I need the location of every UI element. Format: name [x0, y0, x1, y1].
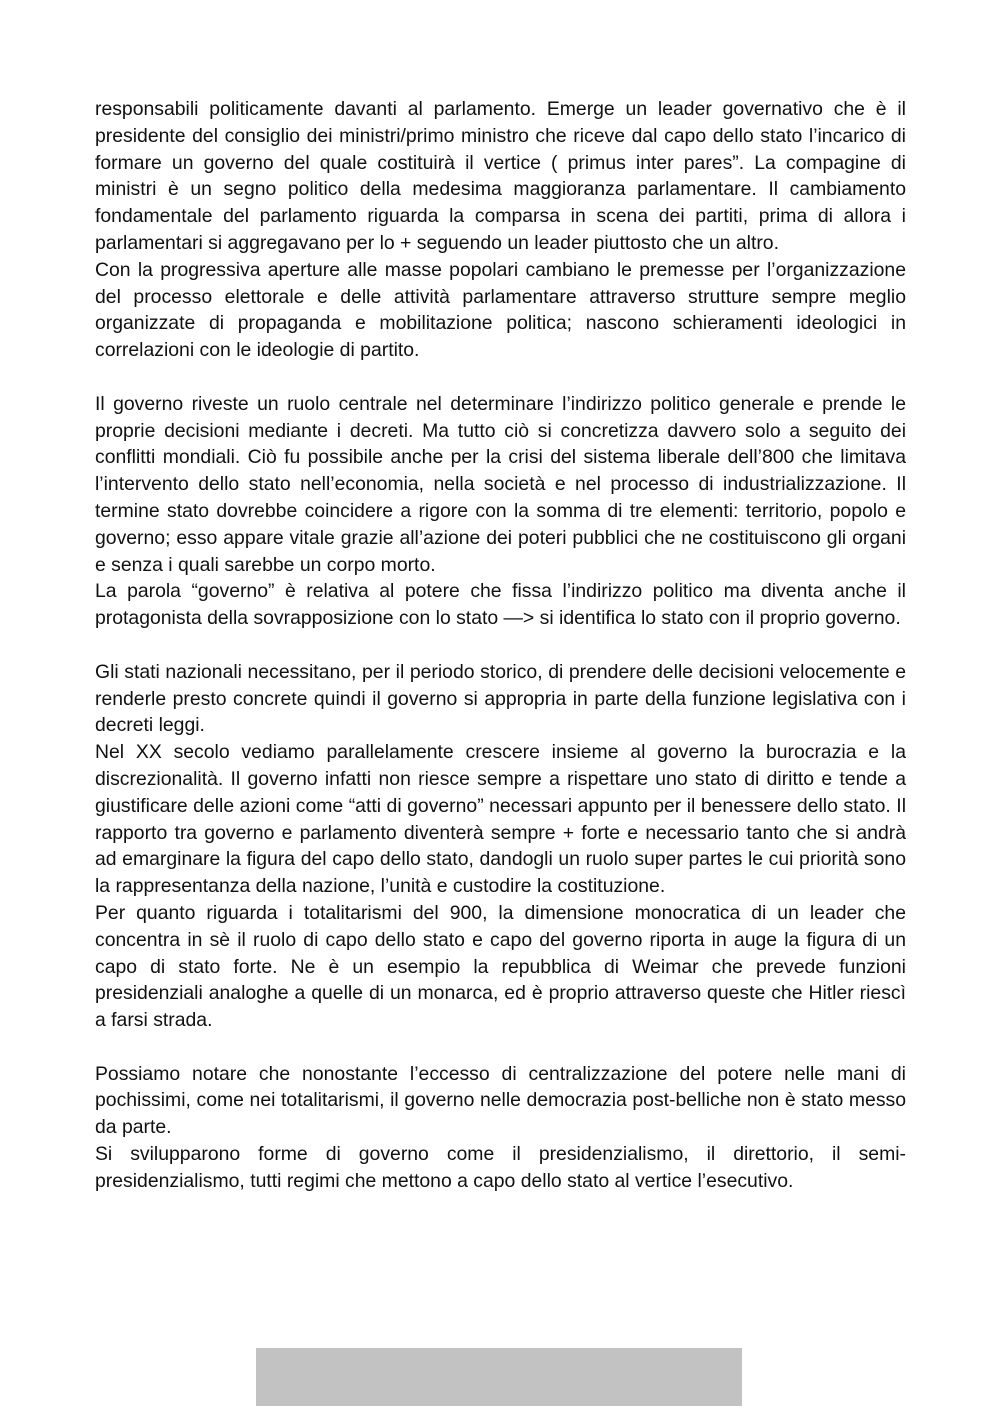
paragraph-9: Si svilupparono forme di governo come il presidenzialismo, il direttorio, il semi-presidenzialismo, tutti regimi che mettono a capo dello stato al vertice l’esecutivo.: [95, 1143, 906, 1192]
document-body: [95, 96, 906, 1195]
paragraph-6: Nel XX secolo vediamo parallelamente crescere insieme al governo la burocrazia e la discrezionalità. Il governo infatti non riesce sempre a rispettare uno stato di diritto e tende a giustificare delle azioni come “atti di governo” necessari appunto per il benessere dello stato. Il rapporto tra governo e parlamento diventerà sempre + forte e necessario tanto che si andrà ad emarginare la figura del capo dello stato, dandogli un ruolo super partes le cui priorità sono la rappresentanza della nazione, l’unità e custodire la costituzione.: [95, 741, 906, 898]
paragraph-gap: [95, 364, 906, 391]
paragraph-5: Gli stati nazionali necessitano, per il periodo storico, di prendere delle decisioni velocemente e renderle presto concrete quindi il governo si appropria in parte della funzione legislativa con i decreti leggi.: [95, 660, 906, 737]
paragraph-8: Possiamo notare che nonostante l’eccesso di centralizzazione del potere nelle mani di pochissimi, come nei totalitarismi, il governo nelle democrazia post-belliche non è stato messo da parte.: [95, 1062, 906, 1139]
paragraph-2: Con la progressiva aperture alle masse popolari cambiano le premesse per l’organizzazione del processo elettorale e delle attività parlamentare attraverso strutture sempre meglio organizzate di propaganda e mobilitazione politica; nascono schieramenti ideologici in correlazioni con le ideologie di partito.: [95, 258, 906, 362]
footer-bar: [256, 1348, 742, 1406]
paragraph-gap: [95, 1034, 906, 1061]
paragraph-gap: [95, 632, 906, 659]
paragraph-4: La parola “governo” è relativa al potere che fissa l’indirizzo politico ma diventa anche il protagonista della sovrapposizione con lo stato —> si identifica lo stato con il proprio governo.: [95, 580, 906, 630]
paragraph-1: responsabili politicamente davanti al parlamento. Emerge un leader governativo che è il presidente del consiglio dei ministri/primo ministro che riceve dal capo dello stato l’incarico di formare un governo del quale costituirà il vertice ( primus inter pares”. La compagine di ministri è un segno politico della medesima maggioranza parlamentare. Il cambiamento fondamentale del parlamento riguarda la comparsa in scena dei partiti, prima di allora i parlamentari si aggregavano per lo + seguendo un leader piuttosto che un altro.: [95, 98, 906, 254]
paragraph-7: Per quanto riguarda i totalitarismi del 900, la dimensione monocratica di un leader che concentra in sè il ruolo di capo dello stato e capo del governo riporta in auge la figura di un capo di stato forte. Ne è un esempio la repubblica di Weimar che prevede funzioni presidenziali analoghe a quelle di un monarca, ed è proprio attraverso queste che Hitler riescì a farsi strada.: [95, 901, 906, 1032]
paragraph-3: Il governo riveste un ruolo centrale nel determinare l’indirizzo politico generale e prende le proprie decisioni mediante i decreti. Ma tutto ciò si concretizza davvero solo a seguito dei conflitti mondiali. Ciò fu possibile anche per la crisi del sistema liberale dell’800 che limitava l’intervento dello stato nell’economia, nella società e nel processo di industrializzazione. Il termine stato dovrebbe coincidere a rigore con la somma di tre elementi: territorio, popolo e governo; esso appare vitale grazie all’azione dei poteri pubblici che ne costituiscono gli organi e senza i quali sarebbe un corpo morto.: [95, 392, 906, 576]
